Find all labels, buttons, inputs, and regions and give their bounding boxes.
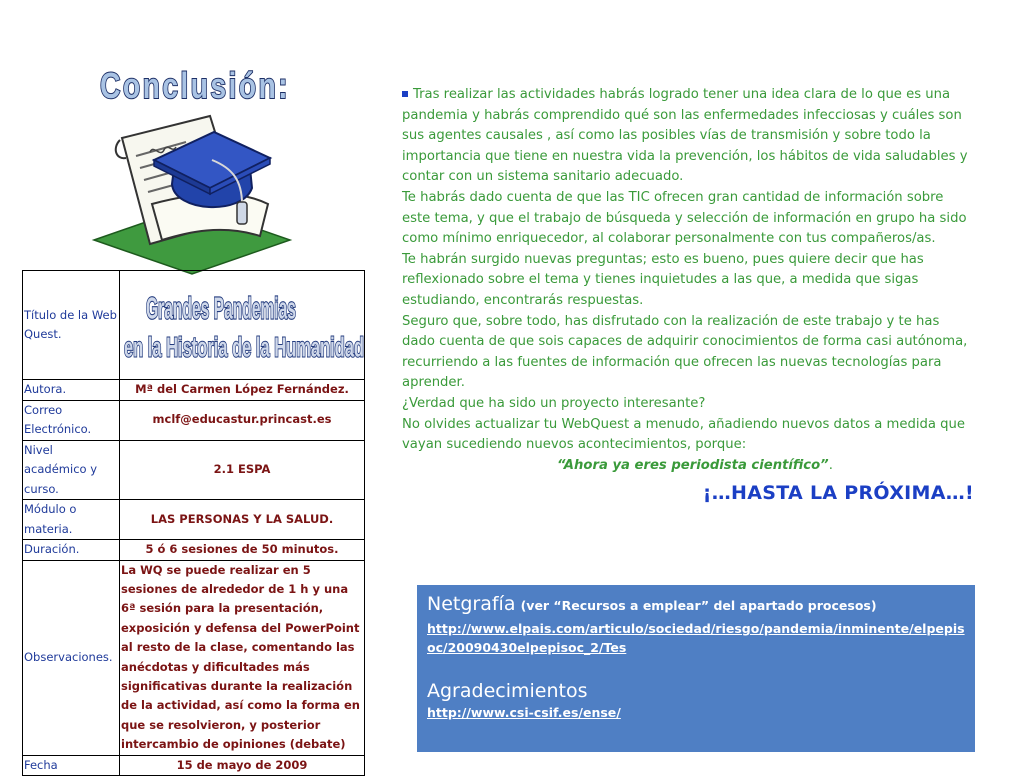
conclusion-paragraph: [402, 85, 974, 188]
paragraph-text: Tras realizar las actividades habrás logrado tener una idea clara de lo que es una pandemia y habrás comprendido qué son las enfermedades infecciosas y cuáles son sus agentes causales , así como las posibles vías de transmisión y sobre todo la importancia que tiene en nuestra vida la prevención, los hábitos de vida saludables y contar con un sistema sanitario adecuado.: [402, 87, 968, 185]
netgrafia-note: (ver “Recursos a emplear” del apartado procesos): [520, 598, 877, 613]
table-value: 5 ó 6 sesiones de 50 minutos.: [120, 540, 365, 561]
table-row: [23, 440, 365, 500]
table-value: Mª del Carmen López Fernández.: [120, 380, 365, 401]
table-label: Nivel académico y curso.: [23, 440, 120, 500]
table-value: mclf@educastur.princast.es: [120, 400, 365, 440]
page-title: [95, 58, 295, 110]
conclusion-paragraph: Seguro que, sobre todo, has disfrutado con la realización de este trabajo y te has dado cuenta de que sois capaces de adquirir conocimientos de forma casi autónoma, recurriendo a las fuentes de información que ofrecen las nuevas tecnologías para aprender.: [402, 313, 968, 391]
farewell-text: ¡…HASTA LA PRÓXIMA…!: [702, 482, 974, 505]
wordart-line-1: Grandes Pandemias: [146, 290, 296, 326]
table-value: 2.1 ESPA: [120, 440, 365, 500]
table-value: LAS PERSONAS Y LA SALUD.: [120, 500, 365, 540]
conclusion-paragraph: Te habrás dado cuenta de que las TIC ofrecen gran cantidad de información sobre este tema, y que el trabajo de búsqueda y selección de información en grupo ha sido como mínimo enriquecedor, al colaborar personalmente con tus compañeros/as.: [402, 189, 967, 247]
thanks-heading: Agradecimientos: [427, 680, 588, 702]
webquest-info-table: [22, 270, 365, 776]
table-label: Fecha: [23, 755, 120, 776]
square-bullet-icon: [402, 91, 408, 97]
table-row: [23, 271, 365, 380]
table-label: Correo Electrónico.: [23, 400, 120, 440]
conclusion-paragraph: No olvides actualizar tu WebQuest a menudo, añadiendo nuevos datos a medida que vayan sucediendo nuevos acontecimientos, porque:: [402, 416, 966, 453]
conclusion-paragraph: ¿Verdad que ha sido un proyecto interesante?: [402, 395, 706, 411]
table-row: [23, 500, 365, 540]
table-label: Autora.: [23, 380, 120, 401]
netgrafia-box: [417, 585, 975, 752]
table-label: Duración.: [23, 540, 120, 561]
webquest-title-wordart: [121, 281, 367, 369]
table-row: [23, 755, 365, 776]
conclusion-paragraph: Te habrán surgido nuevas preguntas; esto es bueno, pues quiere decir que has reflexionado sobre el tema y tienes inquietudes a las que, a medida que sigas estudiando, encontrarás respuestas.: [402, 251, 924, 308]
table-row: [23, 400, 365, 440]
table-value: 15 de mayo de 2009: [120, 755, 365, 776]
wordart-line-2: en la Historia de la Humanidad: [123, 332, 364, 364]
table-row: [23, 560, 365, 755]
table-value: La WQ se puede realizar en 5 sesiones de alrededor de 1 h y una 6ª sesión para la presentación, exposición y defensa del PowerPoint al resto de la clase, comentando las anécdotas y dificultades más significativas durante la realización de la actividad, así como la forma en que se resolvieron, y posterior intercambio de opiniones (debate): [120, 560, 365, 755]
quote-end: .: [828, 457, 833, 473]
table-label: Observaciones.: [23, 560, 120, 755]
conclusion-text: [402, 85, 974, 505]
table-row: [23, 380, 365, 401]
page-title-text: Conclusión:: [100, 65, 290, 106]
netgrafia-heading: [427, 591, 965, 619]
table-label: Título de la Web Quest.: [23, 271, 120, 380]
netgrafia-title: Netgrafía: [427, 593, 516, 615]
table-label: Módulo o materia.: [23, 500, 120, 540]
netgrafia-link[interactable]: http://www.elpais.com/articulo/sociedad/riesgo/pandemia/inminente/elpepisoc/20090430elpepisoc_2/Tes: [427, 621, 965, 655]
quote-line: [402, 456, 974, 477]
webquest-title-cell: [120, 271, 365, 380]
quote-text: “Ahora ya eres periodista científico”: [557, 457, 829, 473]
diploma-graduation-cap-icon: [92, 108, 292, 276]
table-row: [23, 540, 365, 561]
thanks-link[interactable]: http://www.csi-csif.es/ense/: [427, 705, 621, 720]
